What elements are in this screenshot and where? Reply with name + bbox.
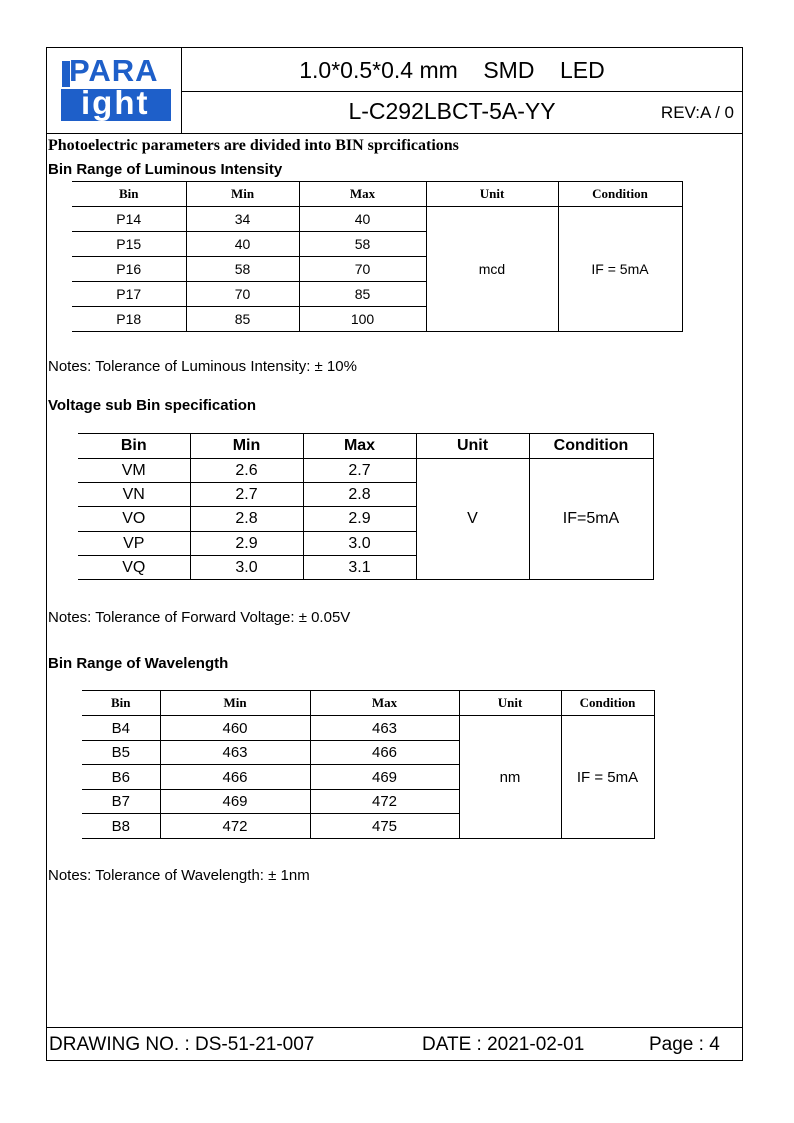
header-info	[182, 48, 742, 133]
cell-max: 2.8	[303, 483, 416, 507]
intro-heading: Photoelectric parameters are divided into BIN sprcifications	[48, 137, 459, 154]
document-date: DATE : 2021-02-01	[422, 1034, 585, 1055]
logo-top	[61, 53, 171, 88]
col-header-condition: Condition	[529, 434, 653, 459]
cell-max: 85	[299, 282, 426, 307]
cell-bin: B8	[82, 814, 160, 839]
logo-top-text: PARA	[69, 53, 159, 88]
cell-min: 466	[160, 765, 310, 790]
voltage-bin-table	[78, 433, 654, 580]
wavelength-bin-table	[82, 690, 655, 839]
cell-bin: VN	[78, 483, 190, 507]
product-title: 1.0*0.5*0.4 mm SMD LED	[299, 57, 605, 83]
cell-unit: V	[416, 459, 529, 580]
cell-max: 58	[299, 232, 426, 257]
cell-bin: VM	[78, 459, 190, 483]
cell-bin: B4	[82, 716, 160, 741]
cell-min: 85	[186, 307, 299, 332]
cell-max: 469	[310, 765, 459, 790]
cell-min: 2.8	[190, 507, 303, 532]
cell-bin: P14	[72, 207, 186, 232]
cell-min: 70	[186, 282, 299, 307]
revision: REV:A / 0	[660, 103, 734, 122]
cell-min: 2.6	[190, 459, 303, 483]
cell-min: 40	[186, 232, 299, 257]
cell-max: 3.0	[303, 532, 416, 556]
section-title-luminous: Bin Range of Luminous Intensity	[48, 161, 283, 178]
cell-max: 70	[299, 257, 426, 282]
cell-bin: VP	[78, 532, 190, 556]
logo-bottom-text: ight	[81, 84, 150, 121]
col-header-max: Max	[310, 691, 459, 716]
logo-bottom	[61, 84, 171, 121]
col-header-min: Min	[186, 182, 299, 207]
cell-bin: VO	[78, 507, 190, 532]
cell-unit: nm	[459, 716, 561, 839]
col-header-condition: Condition	[558, 182, 682, 207]
col-header-max: Max	[303, 434, 416, 459]
col-header-max: Max	[299, 182, 426, 207]
col-header-min: Min	[160, 691, 310, 716]
cell-min: 3.0	[190, 556, 303, 580]
table-header-row	[72, 182, 682, 207]
cell-max: 466	[310, 741, 459, 765]
header-title-row	[182, 48, 742, 92]
cell-bin: B6	[82, 765, 160, 790]
note-luminous: Notes: Tolerance of Luminous Intensity: ± 10%	[48, 358, 357, 375]
cell-max: 463	[310, 716, 459, 741]
note-voltage: Notes: Tolerance of Forward Voltage: ± 0.05V	[48, 609, 351, 626]
cell-min: 2.9	[190, 532, 303, 556]
cell-bin: VQ	[78, 556, 190, 580]
page-number: Page : 4	[649, 1034, 720, 1055]
cell-max: 475	[310, 814, 459, 839]
table-row	[72, 207, 682, 232]
cell-bin: B7	[82, 790, 160, 814]
note-wavelength: Notes: Tolerance of Wavelength: ± 1nm	[48, 867, 310, 884]
col-header-bin: Bin	[72, 182, 186, 207]
cell-min: 463	[160, 741, 310, 765]
cell-bin: P15	[72, 232, 186, 257]
section-title-wavelength: Bin Range of Wavelength	[48, 655, 229, 672]
drawing-number: DRAWING NO. : DS-51-21-007	[49, 1034, 315, 1055]
cell-unit: mcd	[426, 207, 558, 332]
col-header-unit: Unit	[426, 182, 558, 207]
cell-max: 2.9	[303, 507, 416, 532]
cell-max: 472	[310, 790, 459, 814]
cell-min: 460	[160, 716, 310, 741]
cell-condition: IF = 5mA	[561, 716, 654, 839]
cell-condition: IF = 5mA	[558, 207, 682, 332]
header-part-row	[182, 92, 742, 133]
table-header-row	[82, 691, 654, 716]
footer	[47, 1027, 742, 1062]
cell-min: 58	[186, 257, 299, 282]
cell-bin: B5	[82, 741, 160, 765]
col-header-bin: Bin	[82, 691, 160, 716]
cell-max: 2.7	[303, 459, 416, 483]
cell-min: 2.7	[190, 483, 303, 507]
cell-max: 3.1	[303, 556, 416, 580]
logo-cell	[47, 48, 182, 133]
cell-min: 472	[160, 814, 310, 839]
cell-min: 34	[186, 207, 299, 232]
part-number: L-C292LBCT-5A-YY	[348, 98, 556, 124]
col-header-min: Min	[190, 434, 303, 459]
col-header-condition: Condition	[561, 691, 654, 716]
header	[47, 48, 742, 134]
col-header-unit: Unit	[416, 434, 529, 459]
company-logo	[61, 53, 171, 121]
cell-condition: IF=5mA	[529, 459, 653, 580]
cell-bin: P17	[72, 282, 186, 307]
cell-bin: P18	[72, 307, 186, 332]
luminous-bin-table	[72, 181, 683, 332]
col-header-unit: Unit	[459, 691, 561, 716]
col-header-bin: Bin	[78, 434, 190, 459]
table-row	[82, 716, 654, 741]
cell-bin: P16	[72, 257, 186, 282]
cell-max: 40	[299, 207, 426, 232]
cell-max: 100	[299, 307, 426, 332]
cell-min: 469	[160, 790, 310, 814]
table-row	[78, 459, 653, 483]
table-header-row	[78, 434, 653, 459]
section-title-voltage: Voltage sub Bin specification	[48, 397, 257, 414]
